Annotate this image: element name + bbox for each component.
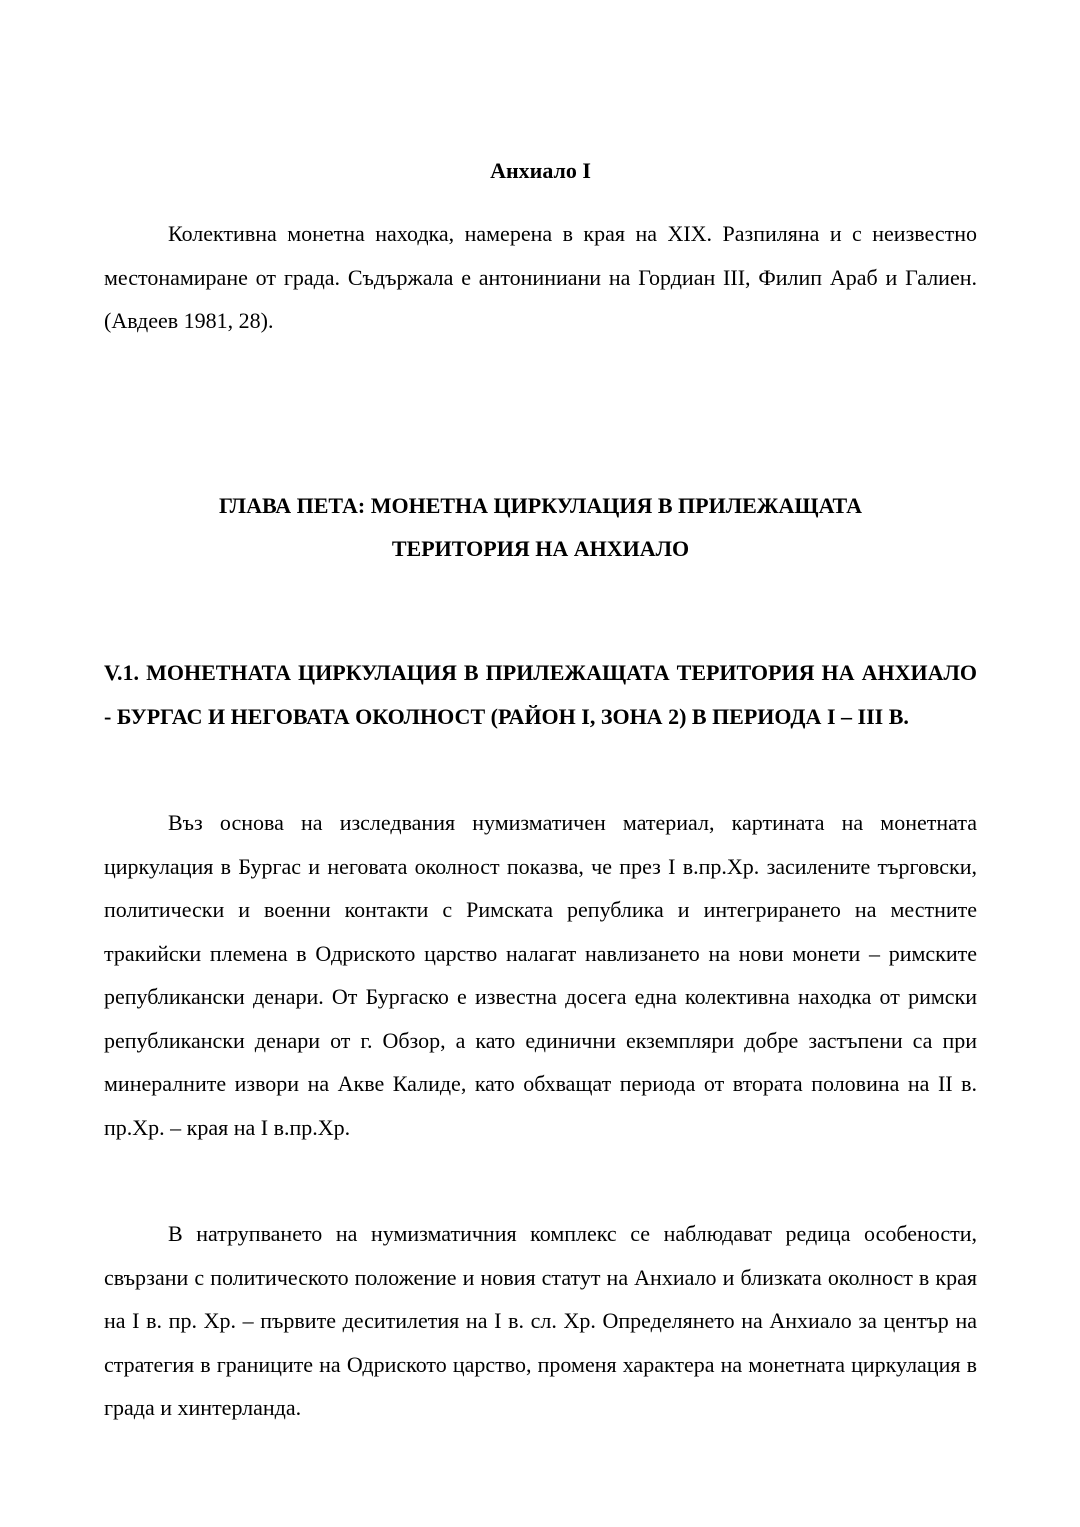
subsection-heading: V.1. МОНЕТНАТА ЦИРКУЛАЦИЯ В ПРИЛЕЖАЩАТА ТЕРИТОРИЯ НА АНХИАЛО - БУРГАС И НЕГОВАТА ОКОЛНОСТ (РАЙОН I, ЗОНА 2) В ПЕРИОДА I – III В. <box>104 660 977 729</box>
chapter-heading <box>104 484 977 570</box>
chapter-heading-line-2: ТЕРИТОРИЯ НА АНХИАЛО <box>391 536 690 561</box>
paragraph-coin-circulation: Въз основа на изследвания нумизматичен материал, картината на монетната циркулация в Бургас и неговата околност показва, че през I в.пр.Хр. засилените търговски, политически и военни контакти с Римската република и интегрирането на местните тракийски племена в Одриското царство налагат навлизането на нови монети – римските републикански денари. От Бургаско е известна досега една колективна находка от римски републикански денари от г. Обзор, а като единични екземпляри добре застъпени са при минералните извори на Акве Калиде, като обхващат периода от втората половина на II в. пр.Хр. – края на I в.пр.Хр. <box>104 810 977 1140</box>
document-page <box>104 0 977 1527</box>
section-heading: Анхиало I <box>490 158 591 183</box>
chapter-heading-line-1: ГЛАВА ПЕТА: МОНЕТНА ЦИРКУЛАЦИЯ В ПРИЛЕЖАЩАТА <box>219 493 862 518</box>
paragraph-hoard-description: Колективна монетна находка, намерена в края на XIX. Разпиляна и с неизвестно местонамиране от града. Съдържала е антониниани на Гордиан III, Филип Араб и Галиен. (Авдеев 1981, 28). <box>104 221 977 333</box>
paragraph-numismatic-complex: В натрупването на нумизматичния комплекс се наблюдават редица особености, свързани с политическото положение и новия статут на Анхиало и близката околност в края на I в. пр. Хр. – първите деситилетия на I в. сл. Хр. Определянето на Анхиало за център на стратегия в границите на Одриското царство, променя характера на монетната циркулация в града и хинтерланда. <box>104 1221 977 1420</box>
